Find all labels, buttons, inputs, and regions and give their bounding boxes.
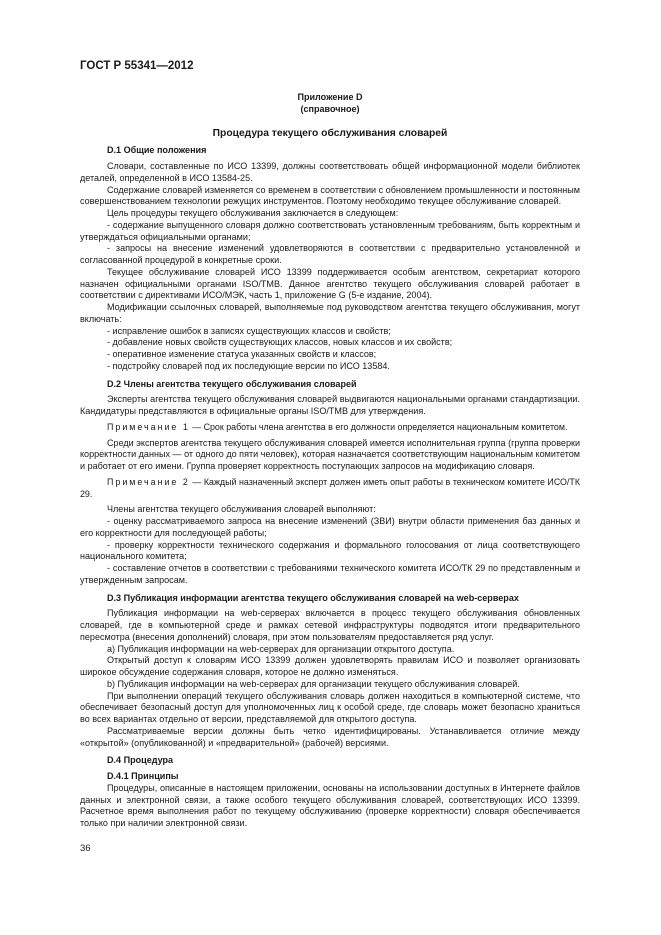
paragraph: - оценку рассматриваемого запроса на внесение изменений (ЗВИ) внутри области применения баз данных и его корректности для последующей работы; — [80, 516, 580, 538]
section-d1 — [80, 145, 580, 372]
paragraph: Процедуры, описанные в настоящем приложении, основаны на использовании доступных в Интернете файлов данных и электронной связи, а также особого текущего обслуживания словарей, соответствующих ИСО 13399. Расчетное время выполнения работ по текущему обслуживанию (проверке корректности) словаря обеспечивается только при наличии электронной связи. — [80, 782, 580, 828]
paragraph: Эксперты агентства текущего обслуживания словарей выдвигаются национальными органами стандартизации. Кандидатуры представляются в официальные органы ISO/TMB для утверждения. — [80, 394, 580, 416]
list-item: - оперативное изменение статуса указанных свойств и классов; — [107, 349, 377, 359]
list-item: - подстройку словарей под их последующие версии по ИСО 13584. — [107, 360, 390, 371]
main-title: Процедура текущего обслуживания словарей — [212, 127, 448, 139]
section-heading: D.1 Общие положения — [107, 145, 207, 156]
note-label: Примечание 2 — [107, 476, 190, 487]
appendix-subtitle: (справочное) — [300, 103, 360, 114]
note-text: — Каждый назначенный эксперт должен иметь опыт работы в техническом комитете ИСО/ТК 29. — [80, 476, 580, 499]
list-item: - добавление новых свойств существующих классов, новых классов и их свойств; — [107, 337, 453, 348]
section-d4 — [80, 755, 580, 830]
note-label: Примечание 1 — [107, 421, 190, 432]
section-heading: D.2 Члены агентства текущего обслуживания словарей — [107, 378, 357, 389]
section-d2 — [80, 379, 580, 587]
paragraph: Цель процедуры текущего обслуживания заключается в следующем: — [107, 208, 399, 218]
paragraph: a) Публикация информации на web-серверах для организации открытого доступа. — [107, 643, 455, 654]
page-content — [80, 92, 580, 830]
note-1 — [80, 422, 580, 434]
note-text: — Срок работы члена агентства в его должности определяется национальным комитетом. — [189, 421, 568, 432]
appendix-title: Приложение D — [297, 92, 363, 102]
paragraph: Члены агентства текущего обслуживания словарей выполняют: — [107, 504, 376, 515]
page-number: 36 — [80, 843, 91, 854]
paragraph: При выполнении операций текущего обслуживания словарь должен находиться в компьютерной системе, что обеспечивает безопасный доступ для уполномоченных лиц к особой среде, где словарь может безопасно храниться во всех вариантах отдельно от версии, представляемой для открытого доступа. — [80, 690, 580, 724]
standard-designation: ГОСТ Р 55341—2012 — [80, 60, 194, 72]
paragraph: Публикация информации на web-серверах включается в процесс текущего обслуживания обновленных словарей, где в компьютерной среде и рамках сетевой инфраструктуры подводятся итоги предварительного пересмотра (внесения дополнений) словаря, при этом пользователям предоставляется ряд услуг. — [80, 608, 580, 642]
section-heading: D.3 Публикация информации агентства текущего обслуживания словарей на web-серверах — [107, 592, 519, 603]
paragraph: Открытый доступ к словарям ИСО 13399 должен удовлетворять правилам ИСО и позволяет организовать широкое обсуждение содержания словаря, которое не должно изменяться. — [80, 655, 580, 677]
section-d3 — [80, 593, 580, 750]
paragraph: - составление отчетов в соответствии с требованиями технического комитета ИСО/ТК 29 по представленным и утвержденным запросам. — [80, 563, 580, 585]
paragraph: Рассматриваемые версии должны быть четко идентифицированы. Устанавливается отличие между «открытой» (опубликованной) и «предварительной» (рабочей) версиями. — [80, 725, 580, 748]
paragraph: Словари, составленные по ИСО 13399, должны соответствовать общей информационной модели библиотек деталей, определенной в ИСО 13584-25. — [80, 161, 580, 183]
subsection-heading: D.4.1 Принципы — [107, 771, 179, 781]
section-heading: D.4 Процедура — [107, 755, 174, 766]
note-2 — [80, 477, 580, 501]
paragraph: - проверку корректности технического содержания и формального голосования от лица соответствующего национального комитета; — [80, 539, 580, 562]
paragraph: - содержание выпущенного словаря должно соответствовать установленным требованиям, быть корректным и утверждаться официальными органами; — [80, 219, 580, 242]
paragraph: Текущее обслуживание словарей ИСО 13399 поддерживается особым агентством, секретариат которого назначен официальными органами ISO/TMB. Данное агентство текущего обслуживания словарей работает в соответствии с директивами ИСО/МЭК, часть 1, приложение G (5-е издание, 2004). — [80, 266, 580, 301]
paragraph: - запросы на внесение изменений удовлетворяются в соответствии с предварительно установленной и согласованной процедурой в конкретные сроки. — [80, 243, 580, 265]
paragraph: Модификации ссылочных словарей, выполняемые под руководством агентства текущего обслуживания, могут включать: — [80, 302, 580, 324]
paragraph: Содержание словарей изменяется со временем в соответствии с обновлением промышленности и постоянным совершенствованием технологии режущих инструментов. Поэтому необходимо текущее обслуживание словарей. — [80, 184, 580, 207]
paragraph: b) Публикация информации на web-серверах для организации текущего обслуживания словарей. — [107, 678, 520, 689]
paragraph: Среди экспертов агентства текущего обслуживания словарей имеется исполнительная группа (группа проверки корректности данных — от одного до пяти человек), которая назначается соответствующим национальным комитетом и работает от его имени. Группа проверяет корректность поступающих запросов на модификацию словаря. — [80, 437, 580, 471]
list-item: - исправление ошибок в записях существующих классов и свойств; — [107, 325, 391, 336]
